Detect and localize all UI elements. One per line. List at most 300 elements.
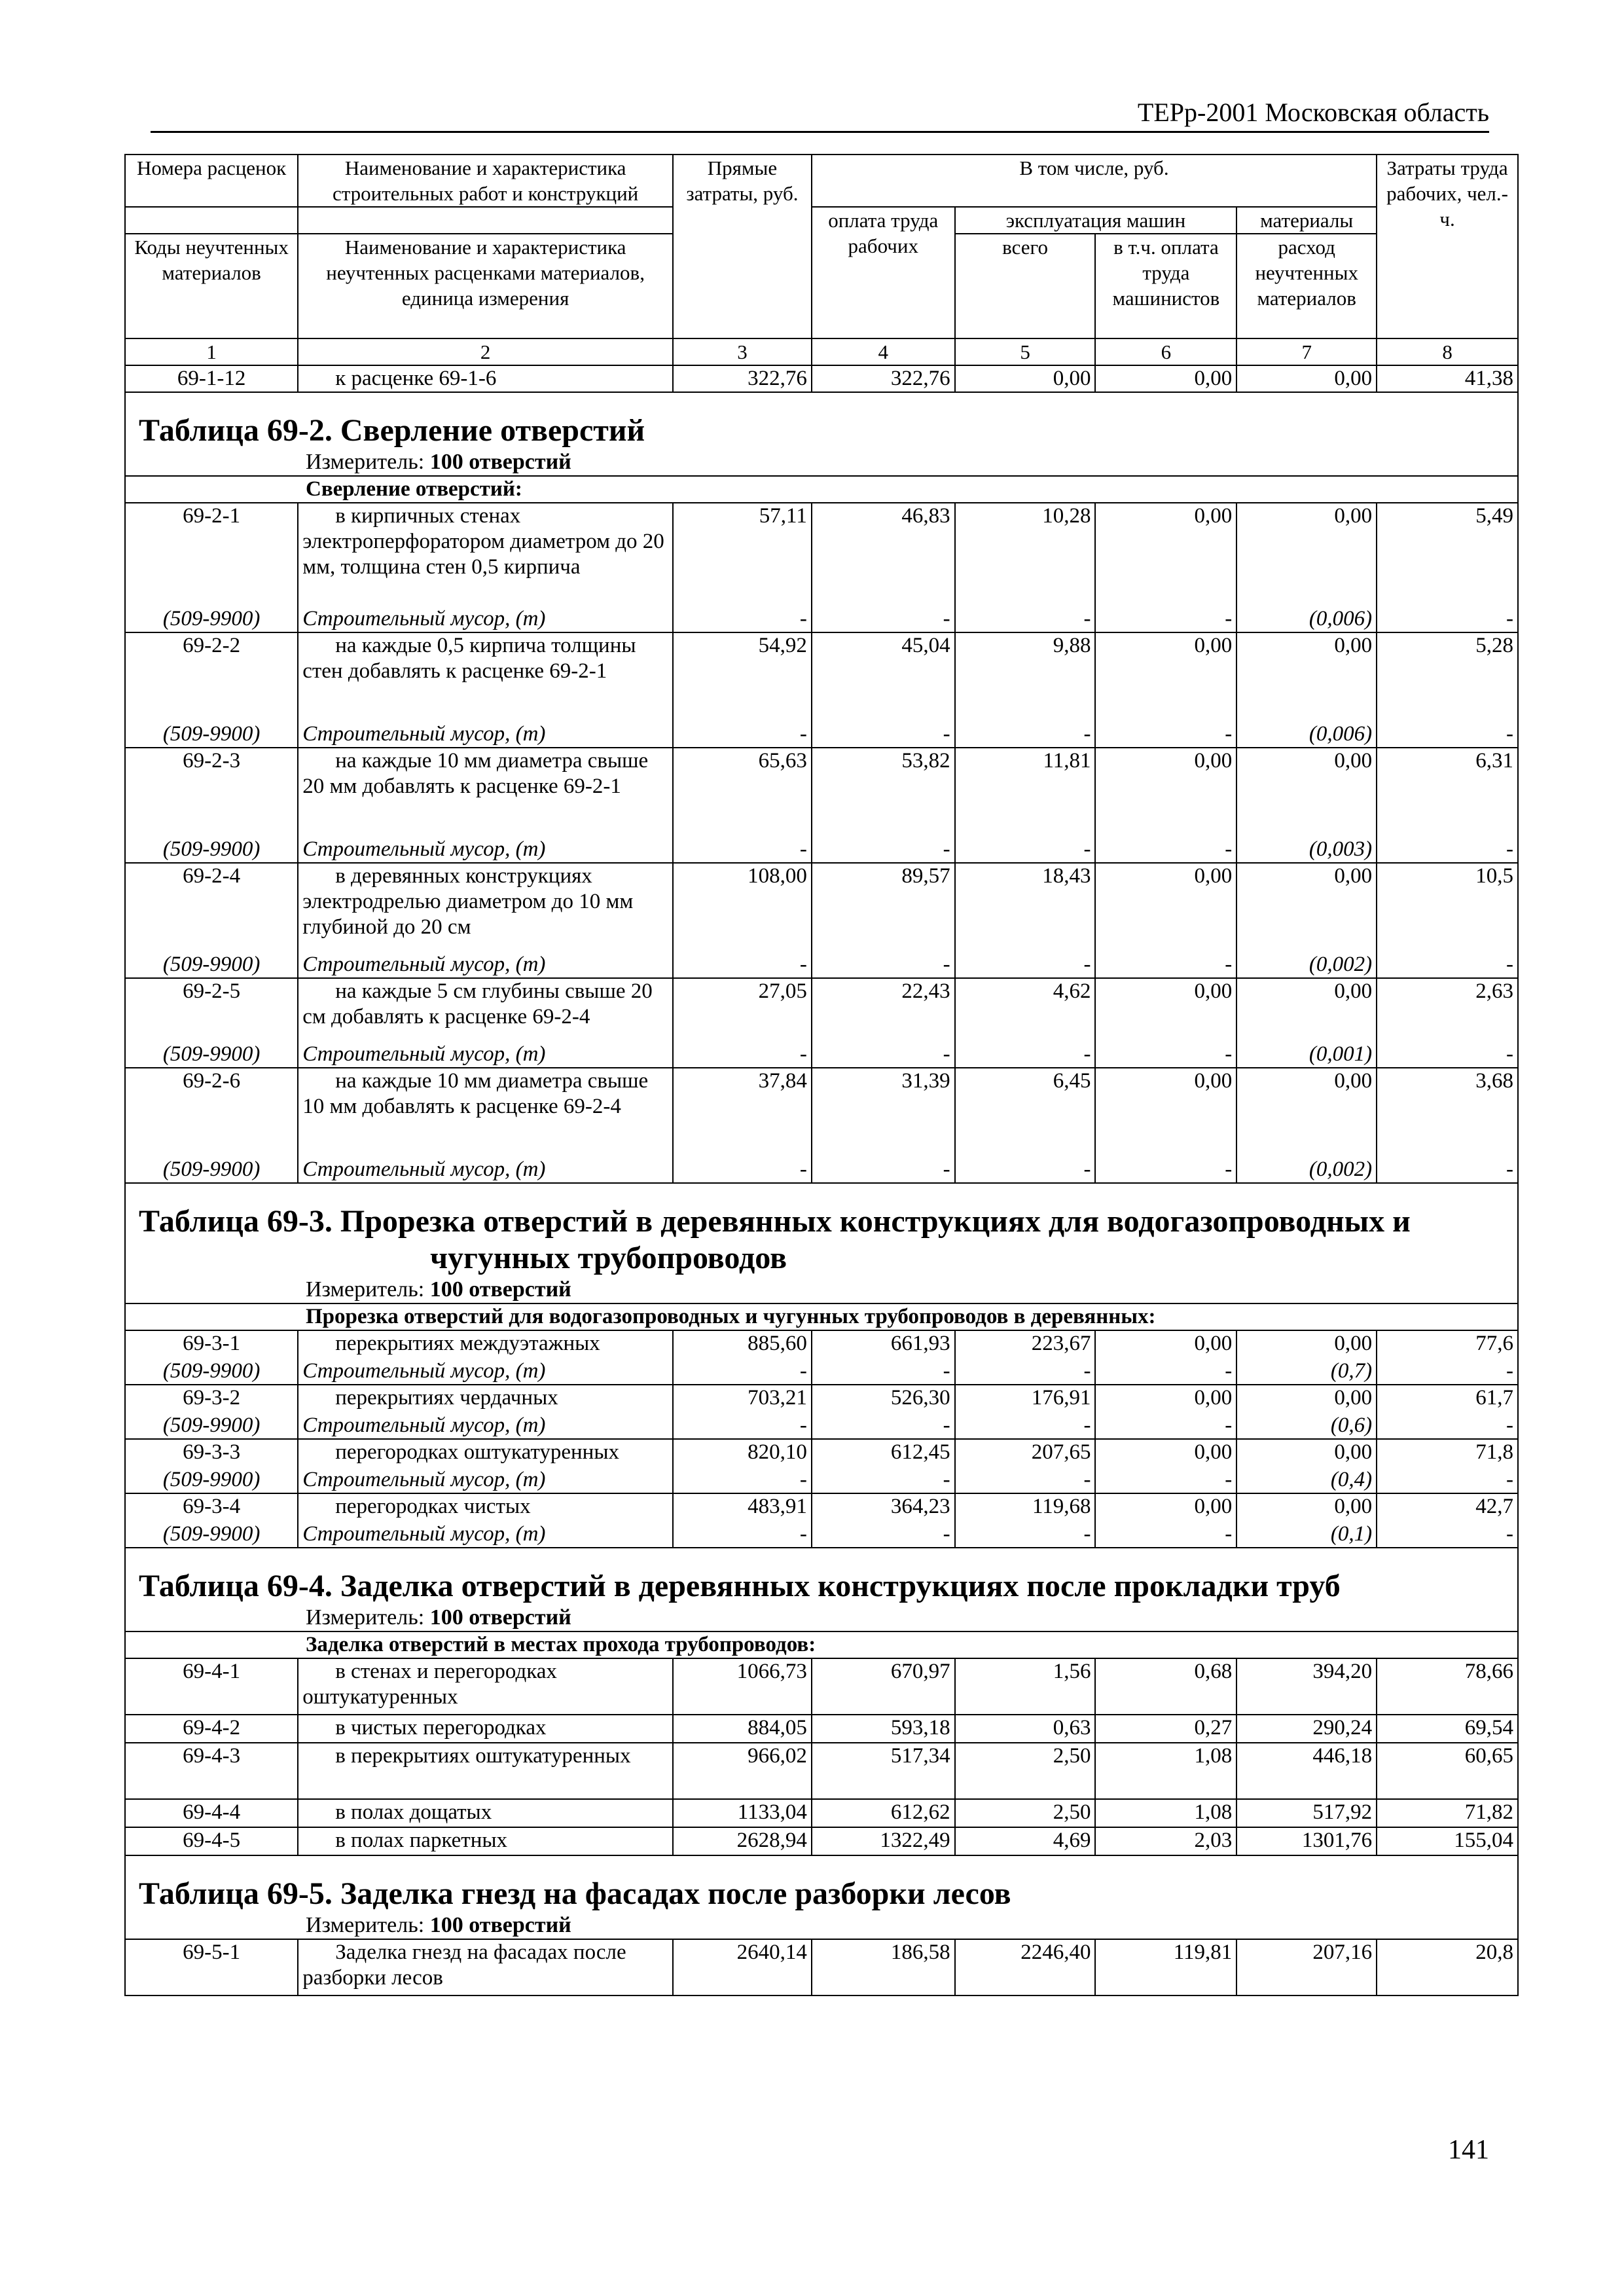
material-value: - [812,1413,955,1439]
table-row [125,1939,1518,1995]
table-row [125,1743,1518,1799]
rate-value: 0,00 [1236,863,1377,952]
material-value: (0,003) [1236,837,1377,863]
rate-name: на каждые 10 мм диаметра свыше 10 мм добавлять к расценке 69-2-4 [298,1068,673,1157]
header-machine-wages: в т.ч. оплата труда машинистов [1095,234,1236,338]
rate-value: 78,66 [1377,1658,1518,1715]
rate-value: 4,62 [955,978,1096,1042]
rate-value: 37,84 [673,1068,812,1157]
rate-value: 0,00 [1095,863,1236,952]
rate-value: 77,6 [1377,1330,1518,1358]
material-value: - [955,606,1096,632]
table-row [125,632,1518,721]
measure-label: Измеритель: [306,1605,425,1630]
rate-value: 4,69 [955,1827,1096,1855]
rate-code: 69-3-1 [125,1330,298,1358]
material-value: - [673,1157,812,1183]
material-value: - [955,1042,1096,1068]
price-table [124,154,1519,1996]
document-header-title: ТЕРр-2001 Московская область [1137,98,1489,127]
material-row [125,1042,1518,1068]
material-value: (0,6) [1236,1413,1377,1439]
rate-value: 0,00 [1095,365,1236,392]
material-value: - [1095,1467,1236,1493]
section-title: Сверление отверстий: [125,476,1518,503]
column-number-1: 1 [125,338,298,365]
rate-value: 0,00 [1236,365,1377,392]
material-value: - [1377,1467,1518,1493]
rate-value: 593,18 [812,1715,955,1743]
table-measure-row [125,1605,1518,1631]
material-value: - [812,721,955,748]
material-row [125,721,1518,748]
column-number-3: 3 [673,338,812,365]
rate-value: 884,05 [673,1715,812,1743]
rate-value: 3,68 [1377,1068,1518,1157]
rate-value: 322,76 [812,365,955,392]
rate-value: 186,58 [812,1939,955,1995]
material-value: (0,1) [1236,1522,1377,1548]
table-row [125,1827,1518,1855]
rate-value: 61,7 [1377,1385,1518,1413]
rate-code: 69-2-1 [125,503,298,606]
rate-value: 2640,14 [673,1939,812,1995]
material-name: Строительный мусор, (т) [298,1467,673,1493]
material-value: - [1377,1522,1518,1548]
section-title: Заделка отверстий в местах прохода трубопроводов: [125,1631,1518,1658]
rate-value: 9,88 [955,632,1096,721]
table-title-row [125,1548,1518,1605]
material-value: (0,001) [1236,1042,1377,1068]
rate-name: в полах паркетных [298,1827,673,1855]
material-value: - [1377,606,1518,632]
table-row [125,1715,1518,1743]
rate-name: перекрытиях чердачных [298,1385,673,1413]
rate-code: 69-4-5 [125,1827,298,1855]
rate-name: на каждые 10 мм диаметра свыше 20 мм добавлять к расценке 69-2-1 [298,748,673,837]
material-row [125,1467,1518,1493]
rate-value: 0,00 [1095,503,1236,606]
rate-value: 18,43 [955,863,1096,952]
material-row [125,1358,1518,1385]
rate-value: 69,54 [1377,1715,1518,1743]
column-number-6: 6 [1095,338,1236,365]
rate-code: 69-2-6 [125,1068,298,1157]
material-value: - [673,1413,812,1439]
column-number-7: 7 [1236,338,1377,365]
material-value: - [673,1522,812,1548]
rate-value: 54,92 [673,632,812,721]
rate-value: 0,00 [1236,1068,1377,1157]
rate-value: 6,31 [1377,748,1518,837]
material-value: - [812,1467,955,1493]
rate-value: 53,82 [812,748,955,837]
material-value: - [1095,1042,1236,1068]
rate-value: 0,63 [955,1715,1096,1743]
material-value: - [1095,606,1236,632]
header-materials: материалы [1236,207,1377,234]
rate-value: 1066,73 [673,1658,812,1715]
rate-value: 2,03 [1095,1827,1236,1855]
header-code-bottom: Коды неучтенных материалов [125,234,298,338]
rate-value: 966,02 [673,1743,812,1799]
rate-code: 69-2-3 [125,748,298,837]
rate-value: 41,38 [1377,365,1518,392]
rate-value: 2,50 [955,1799,1096,1827]
rate-code: 69-4-1 [125,1658,298,1715]
rate-name: в полах дощатых [298,1799,673,1827]
table-row [125,748,1518,837]
rate-value: 2628,94 [673,1827,812,1855]
material-value: - [812,1042,955,1068]
material-row [125,1157,1518,1183]
material-value: - [673,837,812,863]
rate-value: 0,27 [1095,1715,1236,1743]
material-value: - [1095,1413,1236,1439]
material-code: (509-9900) [125,1157,298,1183]
rate-value: 1301,76 [1236,1827,1377,1855]
rate-name: на каждые 5 см глубины свыше 20 см добавлять к расценке 69-2-4 [298,978,673,1042]
rate-value: 108,00 [673,863,812,952]
header-labor-costs: Затраты труда рабочих, чел.-ч. [1377,155,1518,338]
material-value: - [1095,1358,1236,1385]
rate-value: 612,45 [812,1439,955,1467]
rate-code: 69-2-5 [125,978,298,1042]
rate-value: 670,97 [812,1658,955,1715]
material-value: - [1377,1157,1518,1183]
rate-value: 1322,49 [812,1827,955,1855]
rate-value: 0,00 [1236,748,1377,837]
table-measure-row [125,449,1518,476]
table-row [125,978,1518,1042]
table-row [125,1439,1518,1467]
table-title-row [125,392,1518,449]
rate-value: 223,67 [955,1330,1096,1358]
material-row [125,606,1518,632]
rate-value: 0,00 [1236,978,1377,1042]
measure-label: Измеритель: [306,450,425,474]
column-number-8: 8 [1377,338,1518,365]
table-title-row [125,1855,1518,1912]
material-value: - [812,837,955,863]
table-title: Таблица 69-5. Заделка гнезд на фасадах после разборки лесов [139,1876,1011,1911]
rate-value: 1,08 [1095,1799,1236,1827]
table-title-row [125,1183,1518,1277]
rate-value: 46,83 [812,503,955,606]
rate-name: в деревянных конструкциях электродрелью диаметром до 10 мм глубиной до 20 см [298,863,673,952]
material-value: - [1377,1042,1518,1068]
measure-value: 100 отверстий [429,450,571,474]
material-value: - [1095,721,1236,748]
material-row [125,1522,1518,1548]
rate-name: к расценке 69-1-6 [298,365,673,392]
material-value: - [1095,952,1236,978]
rate-value: 65,63 [673,748,812,837]
table-title-cell [125,1183,1518,1277]
table-measure-cell [125,1277,1518,1303]
material-value: - [955,952,1096,978]
rate-value: 57,11 [673,503,812,606]
rate-value: 0,00 [1095,1330,1236,1358]
material-value: - [812,1522,955,1548]
rate-value: 322,76 [673,365,812,392]
rate-value: 0,00 [1095,748,1236,837]
rate-name: Заделка гнезд на фасадах после разборки лесов [298,1939,673,1995]
rate-value: 119,68 [955,1493,1096,1522]
table-row [125,863,1518,952]
measure-label: Измеритель: [306,1277,425,1302]
rate-value: 364,23 [812,1493,955,1522]
material-row [125,1413,1518,1439]
material-row [125,837,1518,863]
material-value: - [1095,1522,1236,1548]
material-value: - [812,1157,955,1183]
rate-code: 69-3-3 [125,1439,298,1467]
rate-value: 2246,40 [955,1939,1096,1995]
header-rule [151,131,1489,133]
rate-name: на каждые 0,5 кирпича толщины стен добавлять к расценке 69-2-1 [298,632,673,721]
header-machine-operation: эксплуатация машин [955,207,1237,234]
rate-value: 119,81 [1095,1939,1236,1995]
rate-value: 155,04 [1377,1827,1518,1855]
column-number-4: 4 [812,338,955,365]
rate-code: 69-1-12 [125,365,298,392]
material-code: (509-9900) [125,1467,298,1493]
rate-value: 703,21 [673,1385,812,1413]
column-number-row [125,338,1518,365]
rate-value: 5,49 [1377,503,1518,606]
rate-value: 526,30 [812,1385,955,1413]
rate-value: 0,00 [1236,1330,1377,1358]
rate-value: 1133,04 [673,1799,812,1827]
material-row [125,952,1518,978]
rate-value: 820,10 [673,1439,812,1467]
material-code: (509-9900) [125,837,298,863]
rate-value: 0,00 [1236,1439,1377,1467]
header-code-filler [125,207,298,234]
section-row [125,1303,1518,1330]
rate-value: 0,68 [1095,1658,1236,1715]
material-name: Строительный мусор, (т) [298,1157,673,1183]
rate-code: 69-5-1 [125,1939,298,1995]
material-value: - [1377,1358,1518,1385]
material-value: - [673,1358,812,1385]
table-title: чугунных трубопроводов [430,1241,787,1275]
material-value: - [955,721,1096,748]
rate-value: 0,00 [1236,1493,1377,1522]
material-name: Строительный мусор, (т) [298,1522,673,1548]
material-value: - [673,1042,812,1068]
rate-value: 517,92 [1236,1799,1377,1827]
material-name: Строительный мусор, (т) [298,952,673,978]
rate-name: в кирпичных стенах электроперфоратором диаметром до 20 мм, толщина стен 0,5 кирпича [298,503,673,606]
rate-value: 2,63 [1377,978,1518,1042]
material-value: - [955,1413,1096,1439]
rate-code: 69-4-4 [125,1799,298,1827]
table-title: Таблица 69-4. Заделка отверстий в деревянных конструкциях после прокладки труб [139,1569,1341,1603]
material-value: - [673,1467,812,1493]
material-value: (0,006) [1236,606,1377,632]
rate-name: перегородках чистых [298,1493,673,1522]
material-value: - [1377,721,1518,748]
rate-value: 0,00 [1236,632,1377,721]
table-row [125,1330,1518,1358]
rate-value: 0,00 [1095,632,1236,721]
measure-value: 100 отверстий [429,1277,571,1302]
column-number-2: 2 [298,338,673,365]
material-name: Строительный мусор, (т) [298,1413,673,1439]
rate-value: 1,56 [955,1658,1096,1715]
rate-value: 0,00 [955,365,1096,392]
table-title-cell [125,1855,1518,1912]
material-code: (509-9900) [125,952,298,978]
rate-value: 31,39 [812,1068,955,1157]
rate-value: 71,82 [1377,1799,1518,1827]
section-row [125,1631,1518,1658]
rate-value: 290,24 [1236,1715,1377,1743]
material-name: Строительный мусор, (т) [298,1358,673,1385]
rate-code: 69-2-4 [125,863,298,952]
rate-value: 1,08 [1095,1743,1236,1799]
table-title-cell [125,1548,1518,1605]
rate-name: в стенах и перегородках оштукатуренных [298,1658,673,1715]
material-name: Строительный мусор, (т) [298,721,673,748]
table-row [125,1068,1518,1157]
rate-code: 69-4-2 [125,1715,298,1743]
rate-value: 483,91 [673,1493,812,1522]
table-row [125,1658,1518,1715]
header-name-filler [298,207,673,234]
rate-value: 0,00 [1095,1439,1236,1467]
rate-value: 176,91 [955,1385,1096,1413]
rate-value: 0,00 [1236,1385,1377,1413]
table-row [125,365,1518,392]
rate-code: 69-3-2 [125,1385,298,1413]
material-value: - [1095,837,1236,863]
header-machine-total: всего [955,234,1096,338]
material-value: (0,7) [1236,1358,1377,1385]
measure-label: Измеритель: [306,1913,425,1937]
rate-value: 207,16 [1236,1939,1377,1995]
material-value: - [673,606,812,632]
material-name: Строительный мусор, (т) [298,837,673,863]
table-title: Таблица 69-3. Прорезка отверстий в деревянных конструкциях для водогазопроводных и [139,1204,1411,1239]
rate-value: 446,18 [1236,1743,1377,1799]
rate-name: перегородках оштукатуренных [298,1439,673,1467]
table-row [125,1385,1518,1413]
header-name-bottom: Наименование и характеристика неучтенных расценками материалов, единица измерения [298,234,673,338]
rate-value: 89,57 [812,863,955,952]
rate-code: 69-2-2 [125,632,298,721]
material-value: - [673,721,812,748]
rate-value: 10,28 [955,503,1096,606]
header-unaccounted-materials: расход неучтенных материалов [1236,234,1377,338]
table-measure-row [125,1912,1518,1939]
material-value: (0,002) [1236,1157,1377,1183]
table-row [125,503,1518,606]
rate-value: 517,34 [812,1743,955,1799]
rate-value: 22,43 [812,978,955,1042]
table-measure-cell [125,1605,1518,1631]
rate-value: 6,45 [955,1068,1096,1157]
material-code: (509-9900) [125,1522,298,1548]
material-name: Строительный мусор, (т) [298,606,673,632]
rate-value: 207,65 [955,1439,1096,1467]
rate-name: в чистых перегородках [298,1715,673,1743]
table-title-cell [125,392,1518,449]
measure-value: 100 отверстий [429,1913,571,1937]
rate-value: 0,00 [1095,978,1236,1042]
material-value: - [812,952,955,978]
rate-value: 0,00 [1095,1068,1236,1157]
rate-value: 42,7 [1377,1493,1518,1522]
header-direct-costs: Прямые затраты, руб. [673,155,812,338]
rate-value: 2,50 [955,1743,1096,1799]
material-value: (0,006) [1236,721,1377,748]
rate-value: 661,93 [812,1330,955,1358]
material-value: - [955,837,1096,863]
material-value: (0,4) [1236,1467,1377,1493]
rate-value: 10,5 [1377,863,1518,952]
rate-name: в перекрытиях оштукатуренных [298,1743,673,1799]
rate-value: 11,81 [955,748,1096,837]
rate-value: 60,65 [1377,1743,1518,1799]
material-value: - [1095,1157,1236,1183]
rate-value: 71,8 [1377,1439,1518,1467]
material-value: - [673,952,812,978]
rate-value: 885,60 [673,1330,812,1358]
material-value: - [955,1358,1096,1385]
rate-code: 69-4-3 [125,1743,298,1799]
rate-value: 612,62 [812,1799,955,1827]
rate-value: 0,00 [1095,1493,1236,1522]
section-title: Прорезка отверстий для водогазопроводных и чугунных трубопроводов в деревянных: [125,1303,1518,1330]
section-row [125,476,1518,503]
material-value: - [955,1467,1096,1493]
page-number: 141 [1448,2135,1489,2165]
rate-value: 45,04 [812,632,955,721]
header-code-top: Номера расценок [125,155,298,207]
rate-value: 27,05 [673,978,812,1042]
header-including: В том числе, руб. [812,155,1377,207]
rate-value: 0,00 [1095,1385,1236,1413]
rate-value: 20,8 [1377,1939,1518,1995]
table-title: Таблица 69-2. Сверление отверстий [139,413,645,448]
rate-code: 69-3-4 [125,1493,298,1522]
material-value: - [812,1358,955,1385]
material-value: (0,002) [1236,952,1377,978]
table-row [125,1493,1518,1522]
material-code: (509-9900) [125,1042,298,1068]
table-measure-row [125,1277,1518,1303]
header-wages: оплата труда рабочих [812,207,955,338]
table-measure-cell [125,449,1518,476]
material-code: (509-9900) [125,606,298,632]
material-value: - [1377,837,1518,863]
header-name-top: Наименование и характеристика строительных работ и конструкций [298,155,673,207]
column-number-5: 5 [955,338,1096,365]
material-code: (509-9900) [125,1358,298,1385]
material-value: - [1377,952,1518,978]
rate-name: перекрытиях междуэтажных [298,1330,673,1358]
material-value: - [955,1522,1096,1548]
measure-value: 100 отверстий [429,1605,571,1630]
material-value: - [955,1157,1096,1183]
material-name: Строительный мусор, (т) [298,1042,673,1068]
table-measure-cell [125,1912,1518,1939]
material-value: - [1377,1413,1518,1439]
rate-value: 5,28 [1377,632,1518,721]
